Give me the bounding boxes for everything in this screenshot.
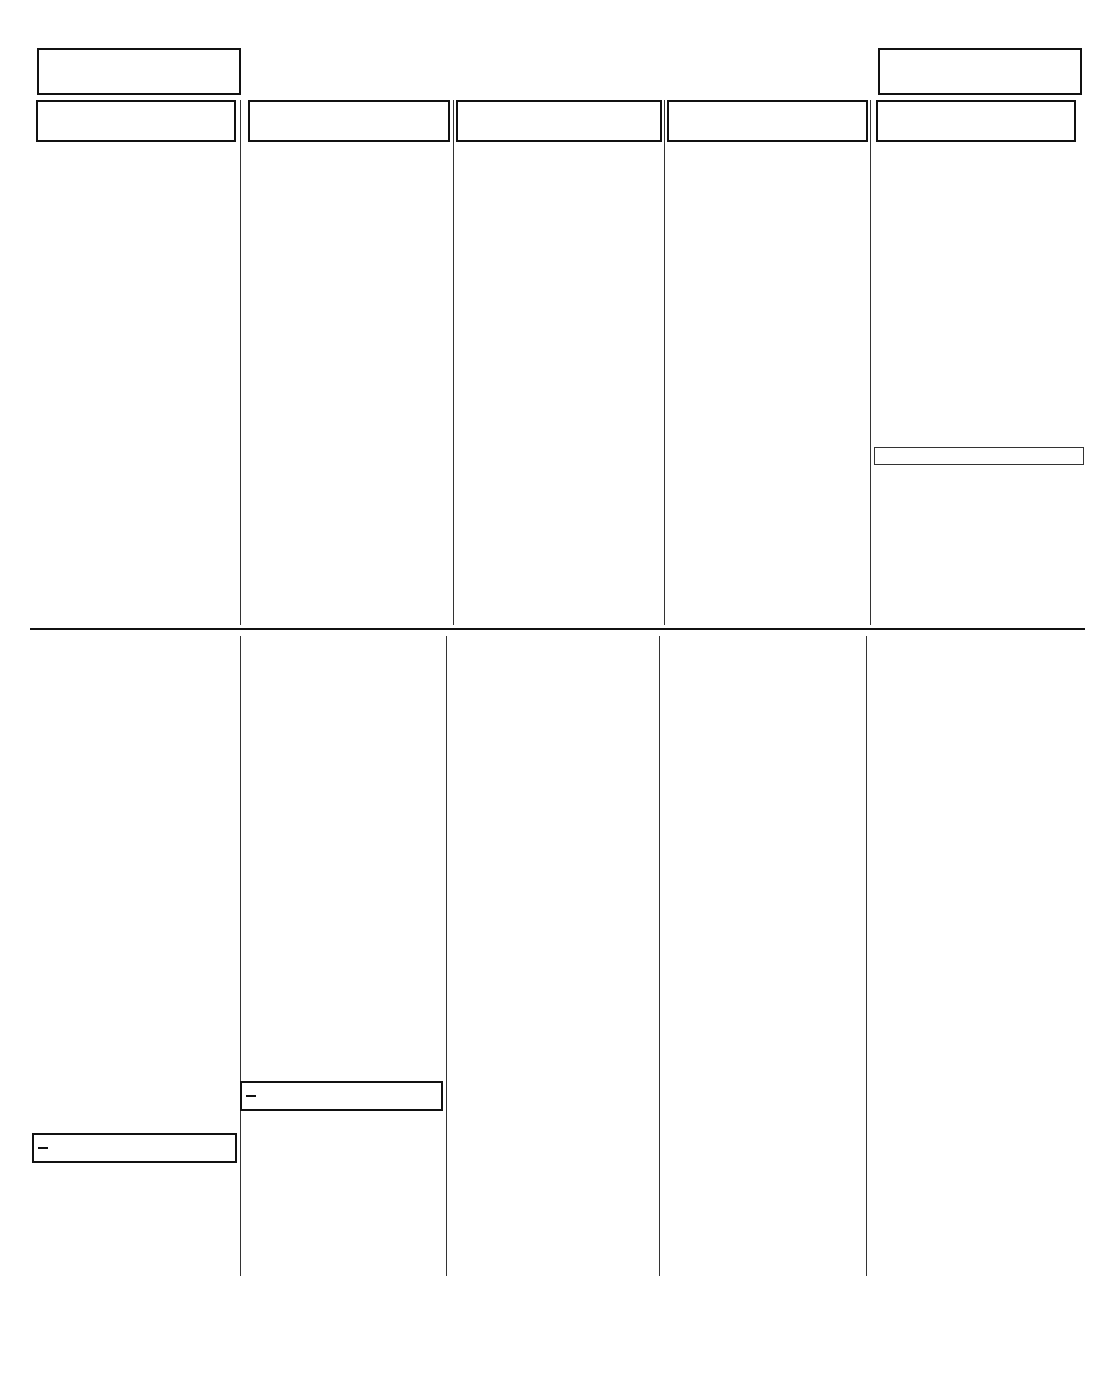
programme-entry [36,288,236,299]
programme-entry [456,503,662,514]
programme-entry [36,312,236,323]
programme-entry [32,1190,237,1202]
programme-entry [36,397,236,408]
programme-entry [240,1212,443,1224]
programme-entry [667,453,868,464]
station-column [240,1078,443,1224]
programme-entry [32,699,237,711]
programme-entry [36,203,236,214]
programme-entry [456,383,662,394]
programme-entry [876,267,1076,278]
programme-entry [32,638,237,650]
programme-entry [248,168,450,179]
programme-entry [32,1276,237,1288]
programme-entry [36,354,236,365]
programme-entry [32,1166,237,1178]
programme-entry [32,1288,237,1300]
programme-entry [32,687,237,699]
programme-entry [248,298,450,309]
divider [659,636,660,1276]
programme-entry [248,189,450,200]
programme-entry [456,168,662,179]
programme-entry [248,354,450,365]
station-column [456,100,662,513]
programme-entry [248,386,450,397]
station-column [32,638,237,809]
divider [870,100,871,625]
programme-entry [667,147,868,158]
programme-entry [876,158,1076,169]
programme-entry [244,736,444,748]
station-header [876,100,1076,142]
programme-entry [32,650,237,662]
programme-entry [876,168,1076,179]
programme-entry [36,214,236,225]
programme-entry [36,235,236,246]
divider-horizontal [30,628,1085,630]
programme-entry [36,158,236,169]
programme-entry [667,280,868,291]
programme-entry [876,320,1076,331]
programme-entry [456,372,662,383]
programme-entry [36,460,236,471]
programme-entry [667,474,868,485]
programme-entry [36,375,236,386]
programme-entry [876,245,1076,256]
programme-entry [248,330,450,341]
programme-entry [450,675,656,687]
programme-entry [456,450,662,461]
programme-entry [667,344,868,355]
programme-entry [456,179,662,190]
programme-entry [248,179,450,190]
programme-entry [667,301,868,312]
programme-entry [667,224,868,235]
programme-entry [248,256,450,267]
programme-entry [667,312,868,323]
programme-entry [450,650,656,662]
programme-entry [456,189,662,200]
programme-entry [876,189,1076,200]
station-header [32,1133,237,1163]
programme-entry [667,485,868,496]
programme-entry [32,1203,237,1215]
programme-entry [248,147,450,158]
news-box-left [37,48,241,95]
programme-entry [248,503,450,514]
programme-entry [248,309,450,320]
programme-entry [36,418,236,429]
station-call-sign [246,1095,256,1097]
programme-entry [36,344,236,355]
programme-entry [876,309,1076,320]
programme-entry [450,845,656,857]
station-header [456,100,662,142]
programme-entry [450,870,656,882]
programme-entry [667,270,868,281]
programme-entry [32,748,237,760]
programme-entry [244,711,444,723]
programme-entry [248,211,450,222]
programme-entry [240,1114,443,1126]
programme-entry [667,432,868,443]
programme-entry [244,687,444,699]
programme-entry [450,821,656,833]
programme-entry [450,638,656,650]
programme-entry [876,298,1076,309]
programme-entry [36,386,236,397]
programme-entry [248,158,450,169]
programme-entry [450,736,656,748]
programme-entry [32,736,237,748]
programme-entry [36,224,236,235]
programme-entry [248,439,450,450]
divider [446,636,447,1276]
programme-entry [248,224,450,235]
programme-entry [240,1163,443,1175]
programme-entry [456,471,662,482]
programme-entry [36,365,236,376]
programme-entry [36,245,236,256]
programme-entry [667,248,868,259]
programme-entry [32,1215,237,1227]
programme-entry [667,421,868,432]
programme-entry [36,147,236,158]
programme-entry [240,1175,443,1187]
programme-entry [248,375,450,386]
programme-entry [876,147,1076,158]
programme-entry [667,375,868,386]
programme-entry [667,333,868,344]
programme-entry [36,301,236,312]
programme-entry [32,772,237,784]
programme-entry [248,320,450,331]
programme-entry [36,267,236,278]
programme-entry [32,1227,237,1239]
station-header [667,100,868,142]
programme-entry [876,214,1076,225]
station-call-sign [38,1147,48,1149]
programme-entry [450,662,656,674]
programme-entry [456,394,662,405]
programme-entry [667,365,868,376]
programme-entry [456,200,662,211]
divider [664,100,665,625]
programme-entry [456,492,662,503]
programme-entry [32,723,237,735]
programme-entry [876,203,1076,214]
programme-entry [450,748,656,760]
programme-entry [248,407,450,418]
divider [240,100,241,625]
programme-entry [240,1151,443,1163]
programme-entry [36,450,236,461]
programme-entry [36,168,236,179]
programme-entry [36,256,236,267]
spacer [667,407,868,421]
programme-entry [32,1239,237,1251]
programme-entry [456,341,662,352]
station-column [876,100,1076,330]
station-column [244,638,444,772]
programme-entry [248,235,450,246]
programme-entry [248,492,450,503]
programme-entry [36,323,236,334]
programme-entry [248,288,450,299]
station-column [450,638,656,882]
programme-entry [456,460,662,471]
programme-entry [32,675,237,687]
programme-entry [248,460,450,471]
programme-entry [450,723,656,735]
programme-entry [244,748,444,760]
programme-entry [248,450,450,461]
programme-entry [32,1251,237,1263]
programme-entry [240,1138,443,1150]
programme-entry [240,1199,443,1211]
programme-entry [248,418,450,429]
programme-entry [667,203,868,214]
programme-entry [248,245,450,256]
programme-entry [244,675,444,687]
programme-entry [248,397,450,408]
programme-entry [32,1264,237,1276]
programme-entry [667,442,868,453]
programme-entry [450,772,656,784]
station-column [36,100,236,471]
programme-entry [667,464,868,475]
station-header [36,100,236,142]
programme-entry [456,330,662,341]
programme-entry [36,277,236,288]
programme-entry [456,245,662,256]
programme-entry [36,189,236,200]
programme-entry [450,809,656,821]
programme-entry [36,179,236,190]
programme-entry [876,179,1076,190]
programme-entry [667,158,868,169]
programme-entry [36,439,236,450]
programme-entry [456,351,662,362]
programme-entry [667,179,868,190]
programme-entry [876,224,1076,235]
station-column [32,1130,237,1300]
programme-entry [450,711,656,723]
station-column [667,100,868,517]
divider [866,636,867,1276]
programme-entry [32,662,237,674]
programme-entry [876,277,1076,288]
programme-entry [450,784,656,796]
programme-entry [667,495,868,506]
programme-entry [32,797,237,809]
programme-entry [450,760,656,772]
programme-entry [456,221,662,232]
programme-entry [456,256,662,267]
programme-entry [667,323,868,334]
programme-entry [450,699,656,711]
programme-entry [244,723,444,735]
programme-entry [32,760,237,772]
programme-entry [248,267,450,278]
programme-entry [36,333,236,344]
programme-entry [248,200,450,211]
programme-entry [248,365,450,376]
station-header [240,1081,443,1111]
programme-entry [450,858,656,870]
programme-entry [876,256,1076,267]
programme-entry [667,506,868,517]
programme-entry [456,232,662,243]
programme-entry [667,354,868,365]
programme-entry [450,797,656,809]
programme-entry [456,309,662,320]
programme-entry [456,277,662,288]
programme-entry [248,277,450,288]
programme-entry [667,214,868,225]
programme-entry [667,397,868,408]
programme-entry [667,386,868,397]
programme-entry [450,687,656,699]
programme-entry [456,439,662,450]
programme-entry [244,638,444,650]
programme-entry [876,288,1076,299]
programme-entry [32,1178,237,1190]
news-box-right [878,48,1082,95]
programme-entry [667,291,868,302]
divider [453,100,454,625]
programme-entry [456,428,662,439]
programme-entry [456,481,662,492]
programme-entry [450,833,656,845]
programme-entry [36,407,236,418]
programme-entry [240,1126,443,1138]
programme-entry [244,650,444,662]
programme-entry [248,428,450,439]
programme-entry [248,471,450,482]
programme-entry [244,662,444,674]
programme-entry [456,288,662,299]
programme-entry [244,699,444,711]
programme-entry [667,168,868,179]
programme-entry [456,362,662,373]
programme-entry [244,760,444,772]
programme-entry [456,211,662,222]
programme-entry [667,235,868,246]
programme-entry [456,298,662,309]
station-header [248,100,450,142]
programme-entry [248,341,450,352]
programme-entry [456,404,662,415]
programme-entry [36,428,236,439]
programme-entry [667,192,868,203]
programme-entry [456,158,662,169]
station-column [248,100,450,513]
programme-entry [456,418,662,429]
programme-entry [876,235,1076,246]
programme-entry [32,784,237,796]
programme-entry [32,711,237,723]
programme-entry [248,481,450,492]
programme-entry [456,267,662,278]
programme-entry [667,259,868,270]
programme-entry [456,147,662,158]
programme-entry [240,1187,443,1199]
programme-entry [456,320,662,331]
note-box [874,447,1084,465]
